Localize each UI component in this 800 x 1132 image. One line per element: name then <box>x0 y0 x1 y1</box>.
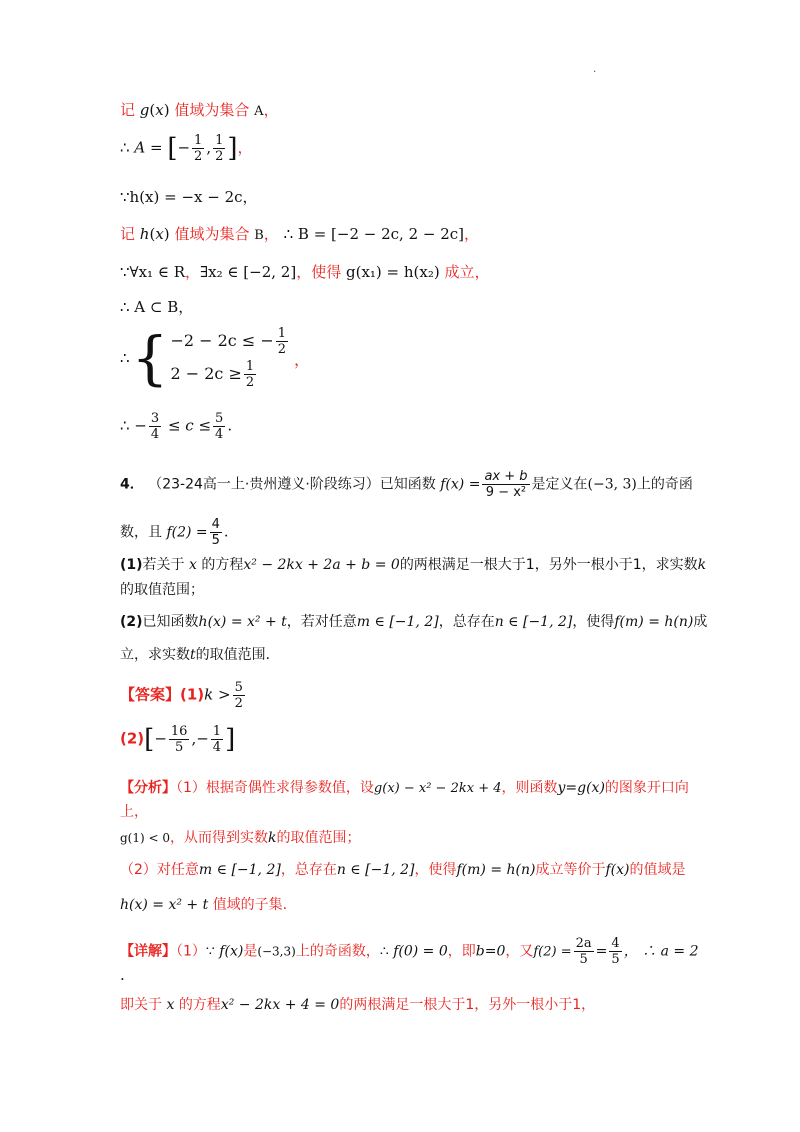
function-f: f(x) = <box>440 476 481 493</box>
text: （2）对任意 <box>120 862 199 878</box>
denominator: 5 <box>211 533 220 548</box>
minus: − <box>154 729 167 748</box>
numerator: 5 <box>234 680 243 695</box>
var-k: k <box>697 557 707 573</box>
text: 的两根满足一根大于1，另外一根小于1，求实数 <box>399 557 698 573</box>
formula: f(0) = 0 <box>393 943 448 960</box>
g-of-x: g <box>139 101 150 119</box>
text: 已知函数 <box>142 614 199 630</box>
text: ，总存在 <box>280 862 337 878</box>
formula: k > <box>204 685 231 704</box>
interval: (−3,3) <box>257 944 296 959</box>
numerator: 1 <box>245 359 255 374</box>
text: ， <box>237 138 253 157</box>
text: ， <box>185 263 201 281</box>
question-source: （23-24高一上·贵州遵义·阶段练习）已知函数 <box>148 476 436 493</box>
part-label: (1) <box>180 685 205 704</box>
question-4-line-1 <box>120 470 693 499</box>
text: （1） <box>176 943 206 960</box>
formula: m ∈ [−1, 2] <box>356 614 439 630</box>
var-t: t <box>190 647 196 663</box>
system-rows <box>170 327 290 389</box>
bracket-right: ] <box>225 724 236 755</box>
numerator: 3 <box>150 411 160 426</box>
text: ，使得 <box>414 862 457 878</box>
fraction <box>609 937 621 966</box>
denominator: 5 <box>579 952 588 967</box>
part-label: (2) <box>120 729 145 748</box>
text: 值域为集合 <box>174 101 250 119</box>
text: 的方程 <box>201 557 244 573</box>
text: 的取值范围； <box>276 830 361 846</box>
text: ，总存在 <box>438 614 495 630</box>
formula: n ∈ [−1, 2] <box>336 862 415 878</box>
text: ，使得 <box>572 614 615 630</box>
text: 记 <box>120 101 136 119</box>
text: ，又 <box>505 943 534 960</box>
fraction <box>233 681 245 710</box>
numerator: 4 <box>611 936 620 951</box>
analysis-line-5 <box>120 895 287 915</box>
text: ，从而得到实数 <box>170 830 268 846</box>
comma: , <box>206 138 212 157</box>
numerator: 5 <box>215 411 224 426</box>
analysis-line-2: 上， <box>120 804 148 820</box>
numerator: 2a <box>575 936 592 951</box>
var-x: x <box>155 225 164 243</box>
formula: f(m) = h(n) <box>614 614 694 630</box>
analysis-line-3 <box>120 828 360 848</box>
set-name: B <box>254 228 264 243</box>
bracket-right: ] <box>227 133 238 164</box>
therefore-symbol: ∴ <box>120 349 130 367</box>
text: 上的奇函数， <box>295 943 380 960</box>
formula: 2 − 2c ≥ <box>170 364 242 383</box>
formula: ∴ − <box>120 416 147 435</box>
solution-line-6: ∴ A ⊂ B， <box>120 298 194 316</box>
formula: h(x) = x² + t <box>120 897 209 913</box>
set-A: A <box>134 138 146 157</box>
text: 的两根满足一根大于1，另外一根小于1， <box>339 997 596 1013</box>
header-mark: . <box>593 64 597 75</box>
text: 记 <box>120 225 136 243</box>
question-number: 4． <box>120 476 144 493</box>
var-k: k <box>268 830 277 846</box>
paren: ) <box>163 101 170 119</box>
numerator: 1 <box>277 326 287 341</box>
comma: ,− <box>191 729 209 748</box>
formula: ≤ c ≤ <box>167 416 212 435</box>
system-row-1 <box>170 327 290 356</box>
solution-line-1 <box>120 100 279 122</box>
denominator: 2 <box>194 149 203 164</box>
numerator: 4 <box>211 517 220 532</box>
denominator: 4 <box>212 740 222 755</box>
detail-line-2: . <box>120 966 125 984</box>
var-x: x <box>155 101 164 119</box>
denominator: 5 <box>611 952 620 967</box>
set-name: A <box>254 104 264 119</box>
text: 值域为集合 <box>174 225 250 243</box>
text: 的取值范围． <box>195 647 280 663</box>
text: 的值域是 <box>629 862 686 878</box>
analysis-line-1 <box>120 778 689 799</box>
text: ，即 <box>447 943 476 960</box>
inequality-system <box>120 324 311 392</box>
question-4-part-2 <box>120 612 707 632</box>
formula: ∃x₂ ∈ [−2, 2] <box>200 263 297 281</box>
answer-label: 【答案】 <box>120 685 181 704</box>
therefore-symbol: ∴ <box>120 138 130 157</box>
analysis-line-4 <box>120 860 685 880</box>
text: （1）根据奇偶性求得参数值，设 <box>176 780 374 796</box>
formula: f(2) = <box>166 524 208 541</box>
text: 成立， <box>444 263 490 281</box>
therefore-symbol: ∴ <box>379 943 389 960</box>
part-label: (1) <box>120 557 143 573</box>
formula: f(m) = h(n) <box>456 862 536 878</box>
h-of-x: h <box>139 225 150 243</box>
formula: ∵∀x₁ ∈ R <box>120 263 186 281</box>
formula: m ∈ [−1, 2] <box>198 862 281 878</box>
minus: − <box>177 138 191 157</box>
fraction <box>213 134 225 163</box>
paren: ( <box>149 101 156 119</box>
text: 是定义在 <box>531 476 588 493</box>
formula: f(x) <box>219 943 244 960</box>
text: 成立等价于 <box>535 862 606 878</box>
fraction <box>482 470 529 499</box>
fraction <box>213 412 225 441</box>
interval: (−3, 3) <box>587 476 637 493</box>
answer-line-2 <box>120 725 235 754</box>
solution-line-5 <box>120 262 490 282</box>
detail-line-3 <box>120 995 595 1015</box>
because-symbol: ∵ <box>205 943 215 960</box>
denominator: 2 <box>215 149 224 164</box>
question-4-part-2-line-2 <box>120 645 280 665</box>
text: ，若对任意 <box>286 614 357 630</box>
text: ， <box>263 101 279 119</box>
denominator: 2 <box>245 375 255 390</box>
numerator: 1 <box>212 724 222 739</box>
text: 的方程 <box>178 997 221 1013</box>
formula: f(x) <box>605 862 630 878</box>
var-x: x <box>189 557 197 573</box>
paren: ) <box>163 225 170 243</box>
answer-line-1 <box>120 681 247 710</box>
fraction <box>574 937 594 966</box>
denominator: 5 <box>175 740 184 755</box>
solution-line-2 <box>120 134 253 163</box>
numerator: 1 <box>215 133 224 148</box>
text: ，则函数 <box>501 780 558 796</box>
analysis-label: 【分析】 <box>120 780 176 796</box>
denominator: 2 <box>234 696 243 711</box>
question-4-part-1 <box>120 555 706 575</box>
equals: = <box>595 943 608 960</box>
bracket-left: [ <box>167 133 178 164</box>
solution-line-8 <box>120 412 232 441</box>
denominator: 4 <box>215 427 224 442</box>
detail-label: 【详解】 <box>120 943 176 960</box>
text: ， <box>294 349 311 369</box>
system-row-2 <box>170 360 290 389</box>
question-4-line-2 <box>120 518 238 547</box>
fraction <box>169 725 190 754</box>
formula: n ∈ [−1, 2] <box>494 614 573 630</box>
formula: f(2) = <box>533 944 572 960</box>
part-label: (2) <box>120 614 143 630</box>
text: 上的奇函 <box>636 476 693 493</box>
fraction <box>244 360 256 389</box>
text: 值域的子集. <box>212 897 288 913</box>
denominator: 9 − x² <box>485 485 527 500</box>
text: ， <box>263 225 279 243</box>
fraction <box>210 518 222 547</box>
equals: = <box>149 138 163 157</box>
fraction <box>211 725 223 754</box>
text: ，使得 <box>296 263 342 281</box>
numerator: ax + b <box>484 469 528 484</box>
text: 的图象开口向 <box>604 780 689 796</box>
text: ， <box>464 225 480 243</box>
brace: { <box>131 324 169 392</box>
formula: −2 − 2c ≤ − <box>170 331 274 350</box>
solution-line-4 <box>120 224 479 246</box>
formula: b=0 <box>475 943 506 960</box>
equation: x² − 2kx + 2a + b = 0 <box>243 557 400 573</box>
set-B-formula: ∴ B = [−2 − 2c, 2 − 2c] <box>283 225 465 243</box>
fraction <box>149 412 161 441</box>
text: 若关于 <box>142 557 185 573</box>
var-x: x <box>166 997 175 1013</box>
text: ． <box>223 524 238 541</box>
denominator: 2 <box>277 342 287 357</box>
formula: h(x) = x² + t <box>198 614 287 630</box>
text: 是 <box>243 943 258 960</box>
fraction <box>276 327 288 356</box>
bracket-left: [ <box>144 724 155 755</box>
paren: ( <box>149 225 156 243</box>
formula: x² − 2kx + 4 = 0 <box>220 997 340 1013</box>
text: 即关于 <box>120 997 162 1013</box>
formula: g(x₁) = h(x₂) <box>345 263 440 281</box>
formula: g(1) < 0 <box>120 831 170 845</box>
denominator: 4 <box>150 427 160 442</box>
text: 成 <box>693 614 708 630</box>
formula: ， ∴ a = 2 <box>623 943 699 960</box>
numerator: 1 <box>194 133 203 148</box>
formula: g(x) − x² − 2kx + 4 <box>373 781 502 796</box>
solution-line-3: ∵h(x) = −x − 2c， <box>120 188 258 206</box>
formula: y=g(x) <box>557 780 605 796</box>
text: 数，且 <box>120 524 162 541</box>
question-4-part-1-line-2: 的取值范围； <box>120 582 204 598</box>
fraction <box>192 134 204 163</box>
text: 立，求实数 <box>120 647 190 663</box>
detail-line-1 <box>120 937 698 966</box>
numerator: 16 <box>170 724 188 739</box>
period: . <box>227 416 233 435</box>
